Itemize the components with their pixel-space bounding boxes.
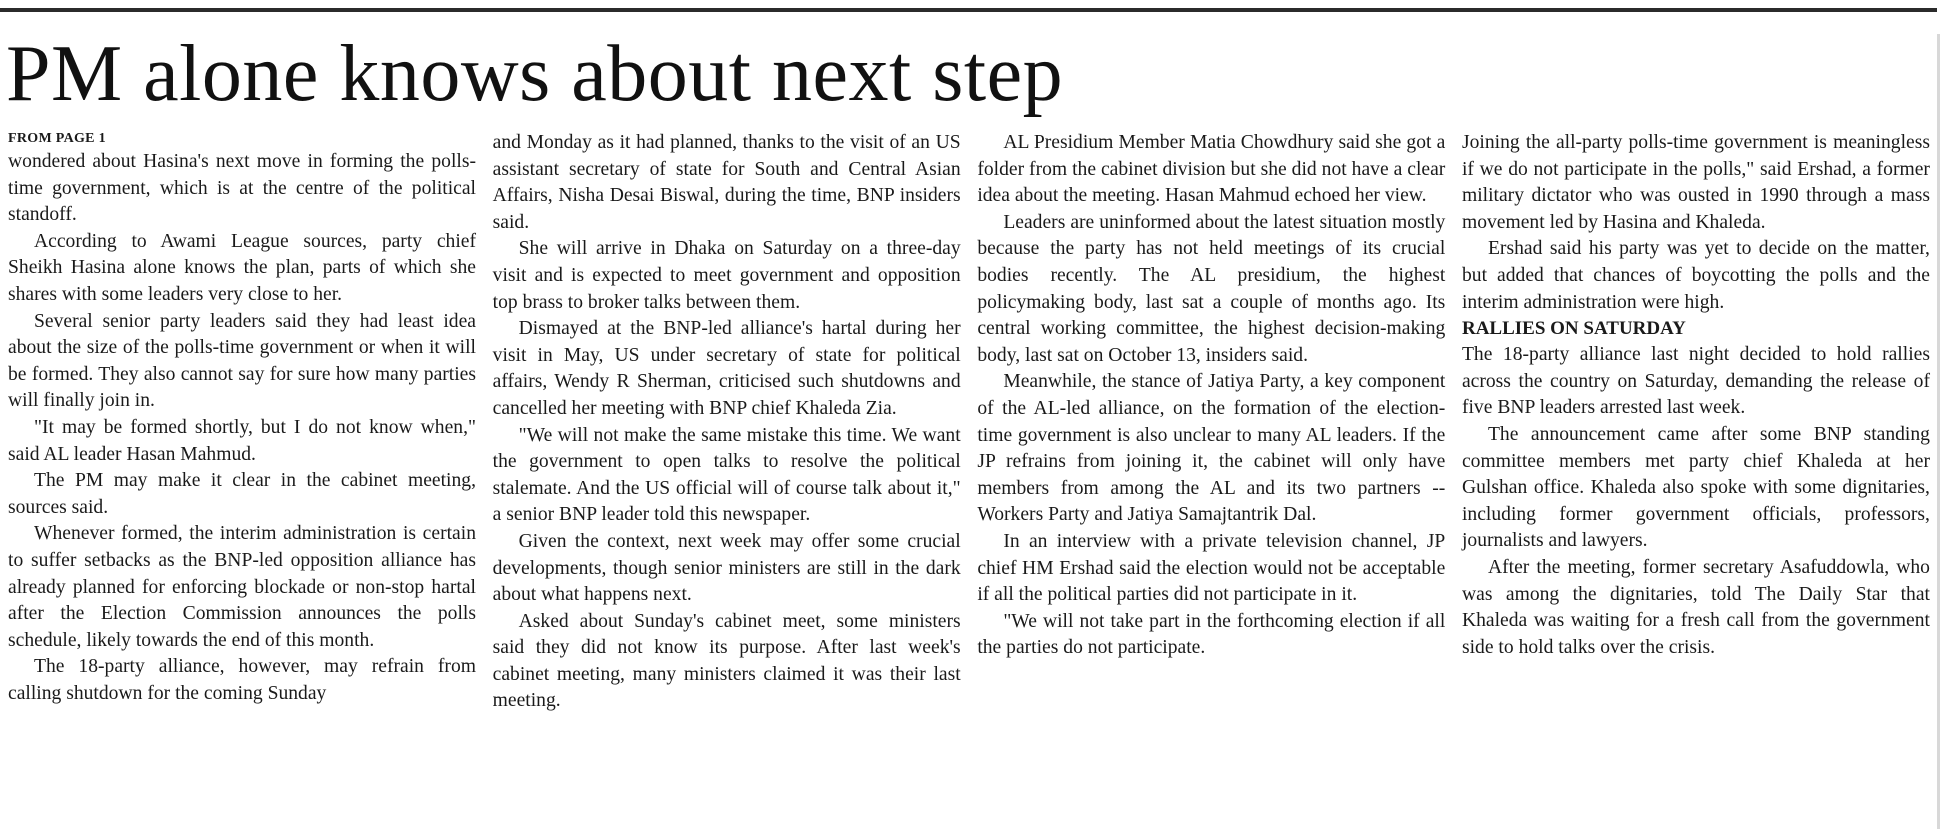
paragraph: After the meeting, former secretary Asafuddowla, who was among the dignitaries, told The Daily Star that Khaleda was waiting for a fresh call from the government side to hold talks over the crisis. <box>1461 556 1930 658</box>
paragraph: The 18-party alliance last night decided to hold rallies across the country on Saturday, demanding the release of five BNP leaders arrested last week. <box>1461 344 1930 419</box>
paragraph: Dismayed at the BNP-led alliance's hartal during her visit in May, US under secretary of state for political affairs, Wendy R Sherman, criticised such shutdowns and cancelled her meeting with BNP chief Khaleda Zia. <box>492 318 961 419</box>
paragraph: wondered about Hasina's next move in forming the polls-time government, which is at the centre of the political standoff. <box>8 151 476 226</box>
paragraph: The 18-party alliance, however, may refrain from calling shutdown for the coming Sunday <box>8 656 476 704</box>
paragraph: Meanwhile, the stance of Jatiya Party, a key component of the AL-led alliance, on the formation of the election-time government is also unclear to many AL leaders. If the JP refrains from joining it, the cabinet will only have members from among the AL and its two partners -- Workers Party and Jatiya Samajtantrik Dal. <box>977 371 1446 526</box>
page-edge <box>1937 34 1940 829</box>
paragraph: Whenever formed, the interim administration is certain to suffer setbacks as the BNP-led opposition alliance has already planned for enforcing blockade or non-stop hartal after the Election Commission announces the polls schedule, likely towards the end of this month. <box>8 523 476 651</box>
paragraph: "We will not take part in the forthcoming election if all the parties do not participate. <box>977 610 1446 659</box>
column-3 <box>977 130 1445 820</box>
paragraph: "We will not make the same mistake this time. We want the government to open talks to resolve the political stalemate. And the US official will of course talk about it," a senior BNP leader told this newspaper. <box>492 424 961 526</box>
column-1 <box>8 130 476 820</box>
article-body <box>8 130 1930 820</box>
subheading: RALLIES ON SATURDAY <box>1461 318 1686 340</box>
top-rule <box>0 8 1937 12</box>
paragraph: Ershad said his party was yet to decide on the matter, but added that chances of boycotting the polls and the interim administration were high. <box>1461 238 1930 313</box>
paragraph: The announcement came after some BNP standing committee members met party chief Khaleda at her Gulshan office. Khaleda also spoke with some dignitaries, including former government officials, professors, journalists and lawyers. <box>1461 423 1930 552</box>
paragraph: Joining the all-party polls-time government is meaningless if we do not participate in the polls," said Ershad, a former military dictator who was ousted in 1990 through a mass movement led by Hasina and Khaleda. <box>1461 132 1930 233</box>
paragraph: Leaders are uninformed about the latest situation mostly because the party has not held meetings of its crucial bodies recently. The AL presidium, the highest policymaking body, last sat a couple of months ago. Its central working committee, the highest decision-making body, last sat on October 13, insiders said. <box>977 211 1446 366</box>
paragraph: "It may be formed shortly, but I do not know when," said AL leader Hasan Mahmud. <box>8 416 476 465</box>
paragraph: Several senior party leaders said they had least idea about the size of the polls-time government or when it will be formed. They also cannot say for sure how many parties will finally join in. <box>8 310 476 412</box>
paragraph: and Monday as it had planned, thanks to the visit of an US assistant secretary of state for South and Central Asian Affairs, Nisha Desai Biswal, during the time, BNP insiders said. <box>492 132 961 233</box>
continuation-kicker: FROM PAGE 1 <box>8 131 106 146</box>
paragraph: In an interview with a private television channel, JP chief HM Ershad said the election would not be acceptable if all the political parties did not participate in it. <box>977 530 1446 606</box>
column-2 <box>493 130 961 820</box>
paragraph: AL Presidium Member Matia Chowdhury said she got a folder from the cabinet division but she did not have a clear idea about the meeting. Hasan Mahmud echoed her view. <box>977 132 1446 207</box>
paragraph: She will arrive in Dhaka on Saturday on a three-day visit and is expected to meet government and opposition top brass to broker talks between them. <box>492 238 961 313</box>
paragraph: Asked about Sunday's cabinet meet, some ministers said they did not know its purpose. After last week's cabinet meeting, many ministers claimed it was their last meeting. <box>492 610 961 712</box>
paragraph: Given the context, next week may offer some crucial developments, though senior ministers are still in the dark about what happens next. <box>492 530 961 606</box>
paragraph: According to Awami League sources, party chief Sheikh Hasina alone knows the plan, parts of which she shares with some leaders very close to her. <box>8 230 476 305</box>
headline: PM alone knows about next step <box>6 30 1064 118</box>
paragraph: The PM may make it clear in the cabinet meeting, sources said. <box>8 470 476 518</box>
column-4 <box>1462 130 1930 820</box>
